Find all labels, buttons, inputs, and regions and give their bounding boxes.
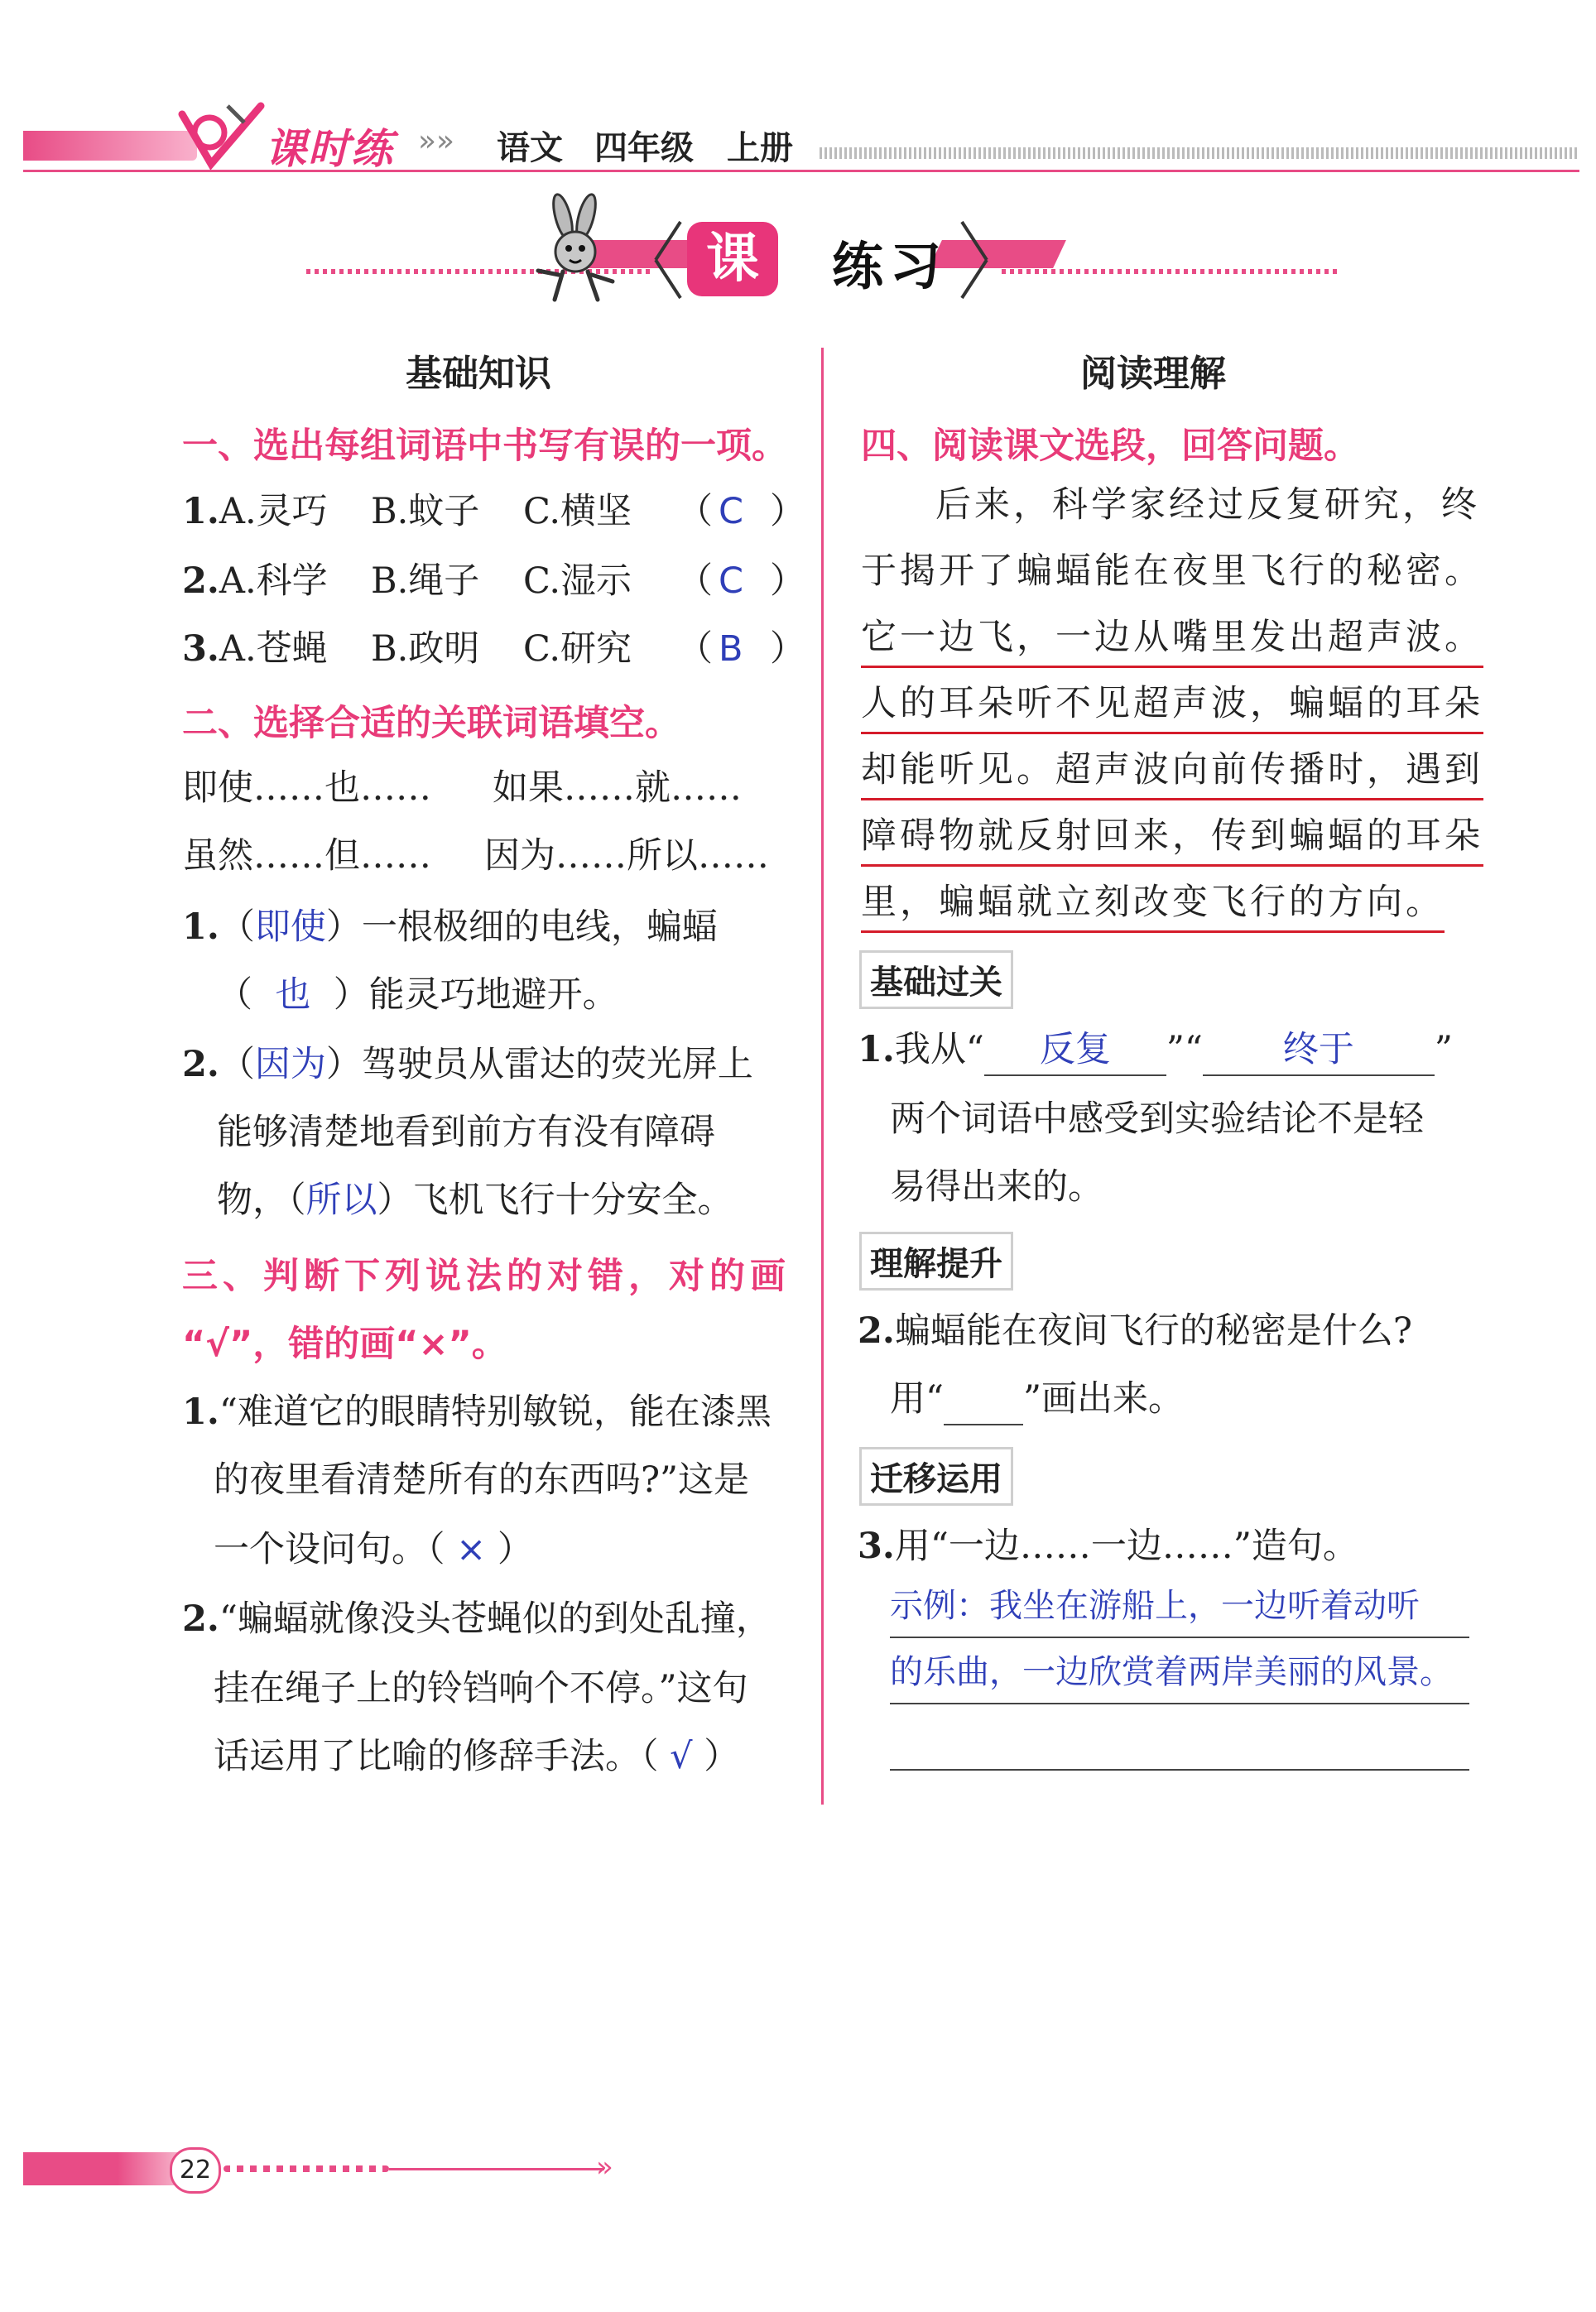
right-column-title: 阅读理解 <box>1080 353 1226 395</box>
item-number: 1. <box>182 906 219 948</box>
option-c: C.研究 <box>523 628 632 670</box>
item-number: 1. <box>182 1392 219 1433</box>
sentence-text: ）飞机飞行十分安全。 <box>377 1180 733 1221</box>
passage-line-1: 后来，科学家经过反复研究，终 <box>935 484 1480 526</box>
sentence-text: ）能灵巧地避开。 <box>333 974 618 1016</box>
item-number: 3. <box>858 1526 895 1567</box>
option-b: B.绳子 <box>371 560 480 602</box>
conjunction-option: 虽然……但…… <box>182 835 431 877</box>
item-number: 2. <box>858 1310 895 1352</box>
answer-rule-3 <box>890 1769 1469 1771</box>
option-c: C.横坚 <box>523 491 632 532</box>
r-question-1-line-1 <box>858 1025 1570 1076</box>
passage-line-6-underlined: 障碍物就反射回来，传到蝙蝠的耳朵 <box>861 811 1483 867</box>
answer-text: 即使 <box>254 906 326 948</box>
answer-text: × <box>456 1529 487 1570</box>
answer-rule-1 <box>890 1637 1469 1638</box>
r-question-1-line-3: 易得出来的。 <box>890 1166 1103 1208</box>
answer-text: B <box>719 628 743 670</box>
option-a: A.灵巧 <box>219 491 328 532</box>
question-3-heading-line-2: “√”，错的画“×”。 <box>182 1324 507 1365</box>
answer-rule-2 <box>890 1703 1469 1704</box>
footer-line <box>389 2168 604 2170</box>
answer-text: √ <box>670 1736 693 1777</box>
item-number: 1. <box>182 491 219 532</box>
arrow-right-icon: » <box>596 2151 613 2184</box>
sentence-text: 一个设问句。（ <box>214 1529 445 1570</box>
r-question-3-prompt <box>858 1521 1358 1571</box>
passage-line-3-underlined: 它一边飞，一边从嘴里发出超声波。 <box>861 613 1483 668</box>
q2-sentence-1-line-2: （ 也 ）能灵巧地避开。 <box>217 974 618 1016</box>
option-b: B.蚊子 <box>371 491 480 532</box>
q3-statement-2-line-3: 话运用了比喻的修辞手法。（ √ ） <box>214 1736 740 1777</box>
passage-line-2: 于揭开了蝙蝠能在夜里飞行的秘密。 <box>861 550 1483 592</box>
passage-line-4-underlined: 人的耳朵听不见超声波，蝙蝠的耳朵 <box>861 679 1483 734</box>
subject-label: 语文 <box>497 129 563 167</box>
conjunction-option: 即使……也…… <box>182 767 431 809</box>
sentence-text: 我从“ <box>894 1029 984 1070</box>
question-2-heading: 二、选择合适的关联词语填空。 <box>182 703 680 744</box>
answer-blank-1: 反复 <box>984 1025 1166 1076</box>
volume-label: 上册 <box>727 129 793 167</box>
section-tag-application: 迁移运用 <box>859 1447 1013 1506</box>
q3-statement-2-line-2: 挂在绳子上的铃铛响个不停。”这句 <box>214 1668 748 1709</box>
sentence-text: ”“ <box>1166 1029 1203 1070</box>
section-tag-basic: 基础过关 <box>859 950 1013 1009</box>
q2-sentence-2-line-2: 能够清楚地看到前方有没有障碍 <box>217 1112 715 1153</box>
sentence-text: “难道它的眼睛特别敏锐，能在漆黑 <box>219 1392 772 1433</box>
brand-title: 课时练 <box>265 125 394 173</box>
r-question-2-line-2 <box>890 1374 1184 1425</box>
question-4-heading: 四、阅读课文选段，回答问题。 <box>861 425 1359 467</box>
page-number: 22 <box>170 2147 221 2194</box>
q1-item-1: 1.A.灵巧 B.蚊子 C.横坚 （ C ） <box>182 487 795 536</box>
q3-statement-1-line-1 <box>182 1387 803 1437</box>
footer-accent-bar <box>23 2152 180 2185</box>
item-number: 3. <box>182 628 219 670</box>
item-number: 2. <box>182 1598 219 1640</box>
answer-text: 所以 <box>305 1180 377 1221</box>
grade-label: 四年级 <box>594 129 694 167</box>
r-question-2-line-1 <box>858 1306 1412 1356</box>
column-divider <box>821 348 824 1805</box>
q3-statement-2-line-1 <box>182 1594 803 1644</box>
option-c: C.湿示 <box>523 560 632 602</box>
answer-text: C <box>719 560 744 602</box>
q1-item-3: 3.A.苍蝇 B.政明 C.研究 （ B ） <box>182 624 795 674</box>
q2-sentence-2-line-1: 2.（因为）驾驶员从雷达的荧光屏上 <box>182 1044 753 1085</box>
option-b: B.政明 <box>371 628 480 670</box>
item-number: 2. <box>182 560 219 602</box>
left-column-title: 基础知识 <box>406 353 551 395</box>
item-number: 1. <box>858 1029 895 1070</box>
sentence-text: 话运用了比喻的修辞手法。（ <box>214 1736 659 1777</box>
r-question-3-answer-line-1: 示例：我坐在游船上，一边听着动听 <box>890 1587 1420 1625</box>
answer-text: 也 <box>275 974 311 1016</box>
q1-item-2: 2.A.科学 B.绳子 C.湿示 （ C ） <box>182 556 795 606</box>
section-tag-understanding: 理解提升 <box>859 1232 1013 1291</box>
banner-word-kehou: 课后 <box>687 222 778 296</box>
answer-text: 因为 <box>254 1044 326 1085</box>
q2-sentence-2-line-3 <box>217 1175 796 1225</box>
sentence-text: 蝙蝠能在夜间飞行的秘密是什么? <box>894 1310 1412 1352</box>
rabbit-mascot-icon <box>530 192 621 308</box>
option-a: A.科学 <box>219 560 328 602</box>
sentence-text: “蝙蝠就像没头苍蝇似的到处乱撞， <box>219 1598 772 1640</box>
passage-line-7-underlined: 里，蝙蝠就立刻改变飞行的方向。 <box>861 877 1445 933</box>
answer-text: C <box>719 491 744 532</box>
q2-sentence-1-line-1: 1.（即使）一根极细的电线，蝙蝠 <box>182 906 718 948</box>
question-1-heading: 一、选出每组词语中书写有误的一项。 <box>182 425 787 467</box>
sentence-text: ）驾驶员从雷达的荧光屏上 <box>325 1044 753 1085</box>
conjunction-option: 如果……就…… <box>493 767 742 809</box>
brand-logo-icon <box>178 98 269 172</box>
sentence-text: ”画出来。 <box>1022 1378 1184 1420</box>
footer-dots <box>224 2165 389 2172</box>
sentence-text: ” <box>1434 1029 1453 1070</box>
option-a: A.苍蝇 <box>219 628 328 670</box>
banner-word-lianxi: 练习 <box>832 236 949 296</box>
r-question-3-answer-line-2: 的乐曲，一边欣赏着两岸美丽的风景。 <box>890 1653 1453 1691</box>
q3-statement-1-line-2: 的夜里看清楚所有的东西吗?”这是 <box>214 1459 750 1501</box>
header-accent-bar <box>23 131 197 161</box>
item-number: 2. <box>182 1044 219 1085</box>
sentence-text: 物，（ <box>217 1180 306 1221</box>
passage-line-5-underlined: 却能听见。超声波向前传播时，遇到 <box>861 745 1483 800</box>
q3-statement-1-line-3: 一个设问句。（ × ） <box>214 1529 533 1570</box>
sentence-text: ）一根极细的电线，蝙蝠 <box>325 906 718 948</box>
conjunction-option: 因为……所以…… <box>484 835 769 877</box>
sentence-text: 用“ <box>890 1378 944 1420</box>
answer-blank-2: 终于 <box>1203 1025 1435 1076</box>
question-3-heading-line-1: 三、判断下列说法的对错，对的画 <box>182 1256 791 1297</box>
r-question-1-line-2: 两个词语中感受到实验结论不是轻 <box>890 1098 1424 1140</box>
banner-dots-right <box>1002 269 1341 274</box>
chevrons-icon: »» <box>418 124 455 158</box>
header-dotted-rule <box>820 147 1579 159</box>
sentence-text: 用“一边……一边……”造句。 <box>894 1526 1358 1567</box>
